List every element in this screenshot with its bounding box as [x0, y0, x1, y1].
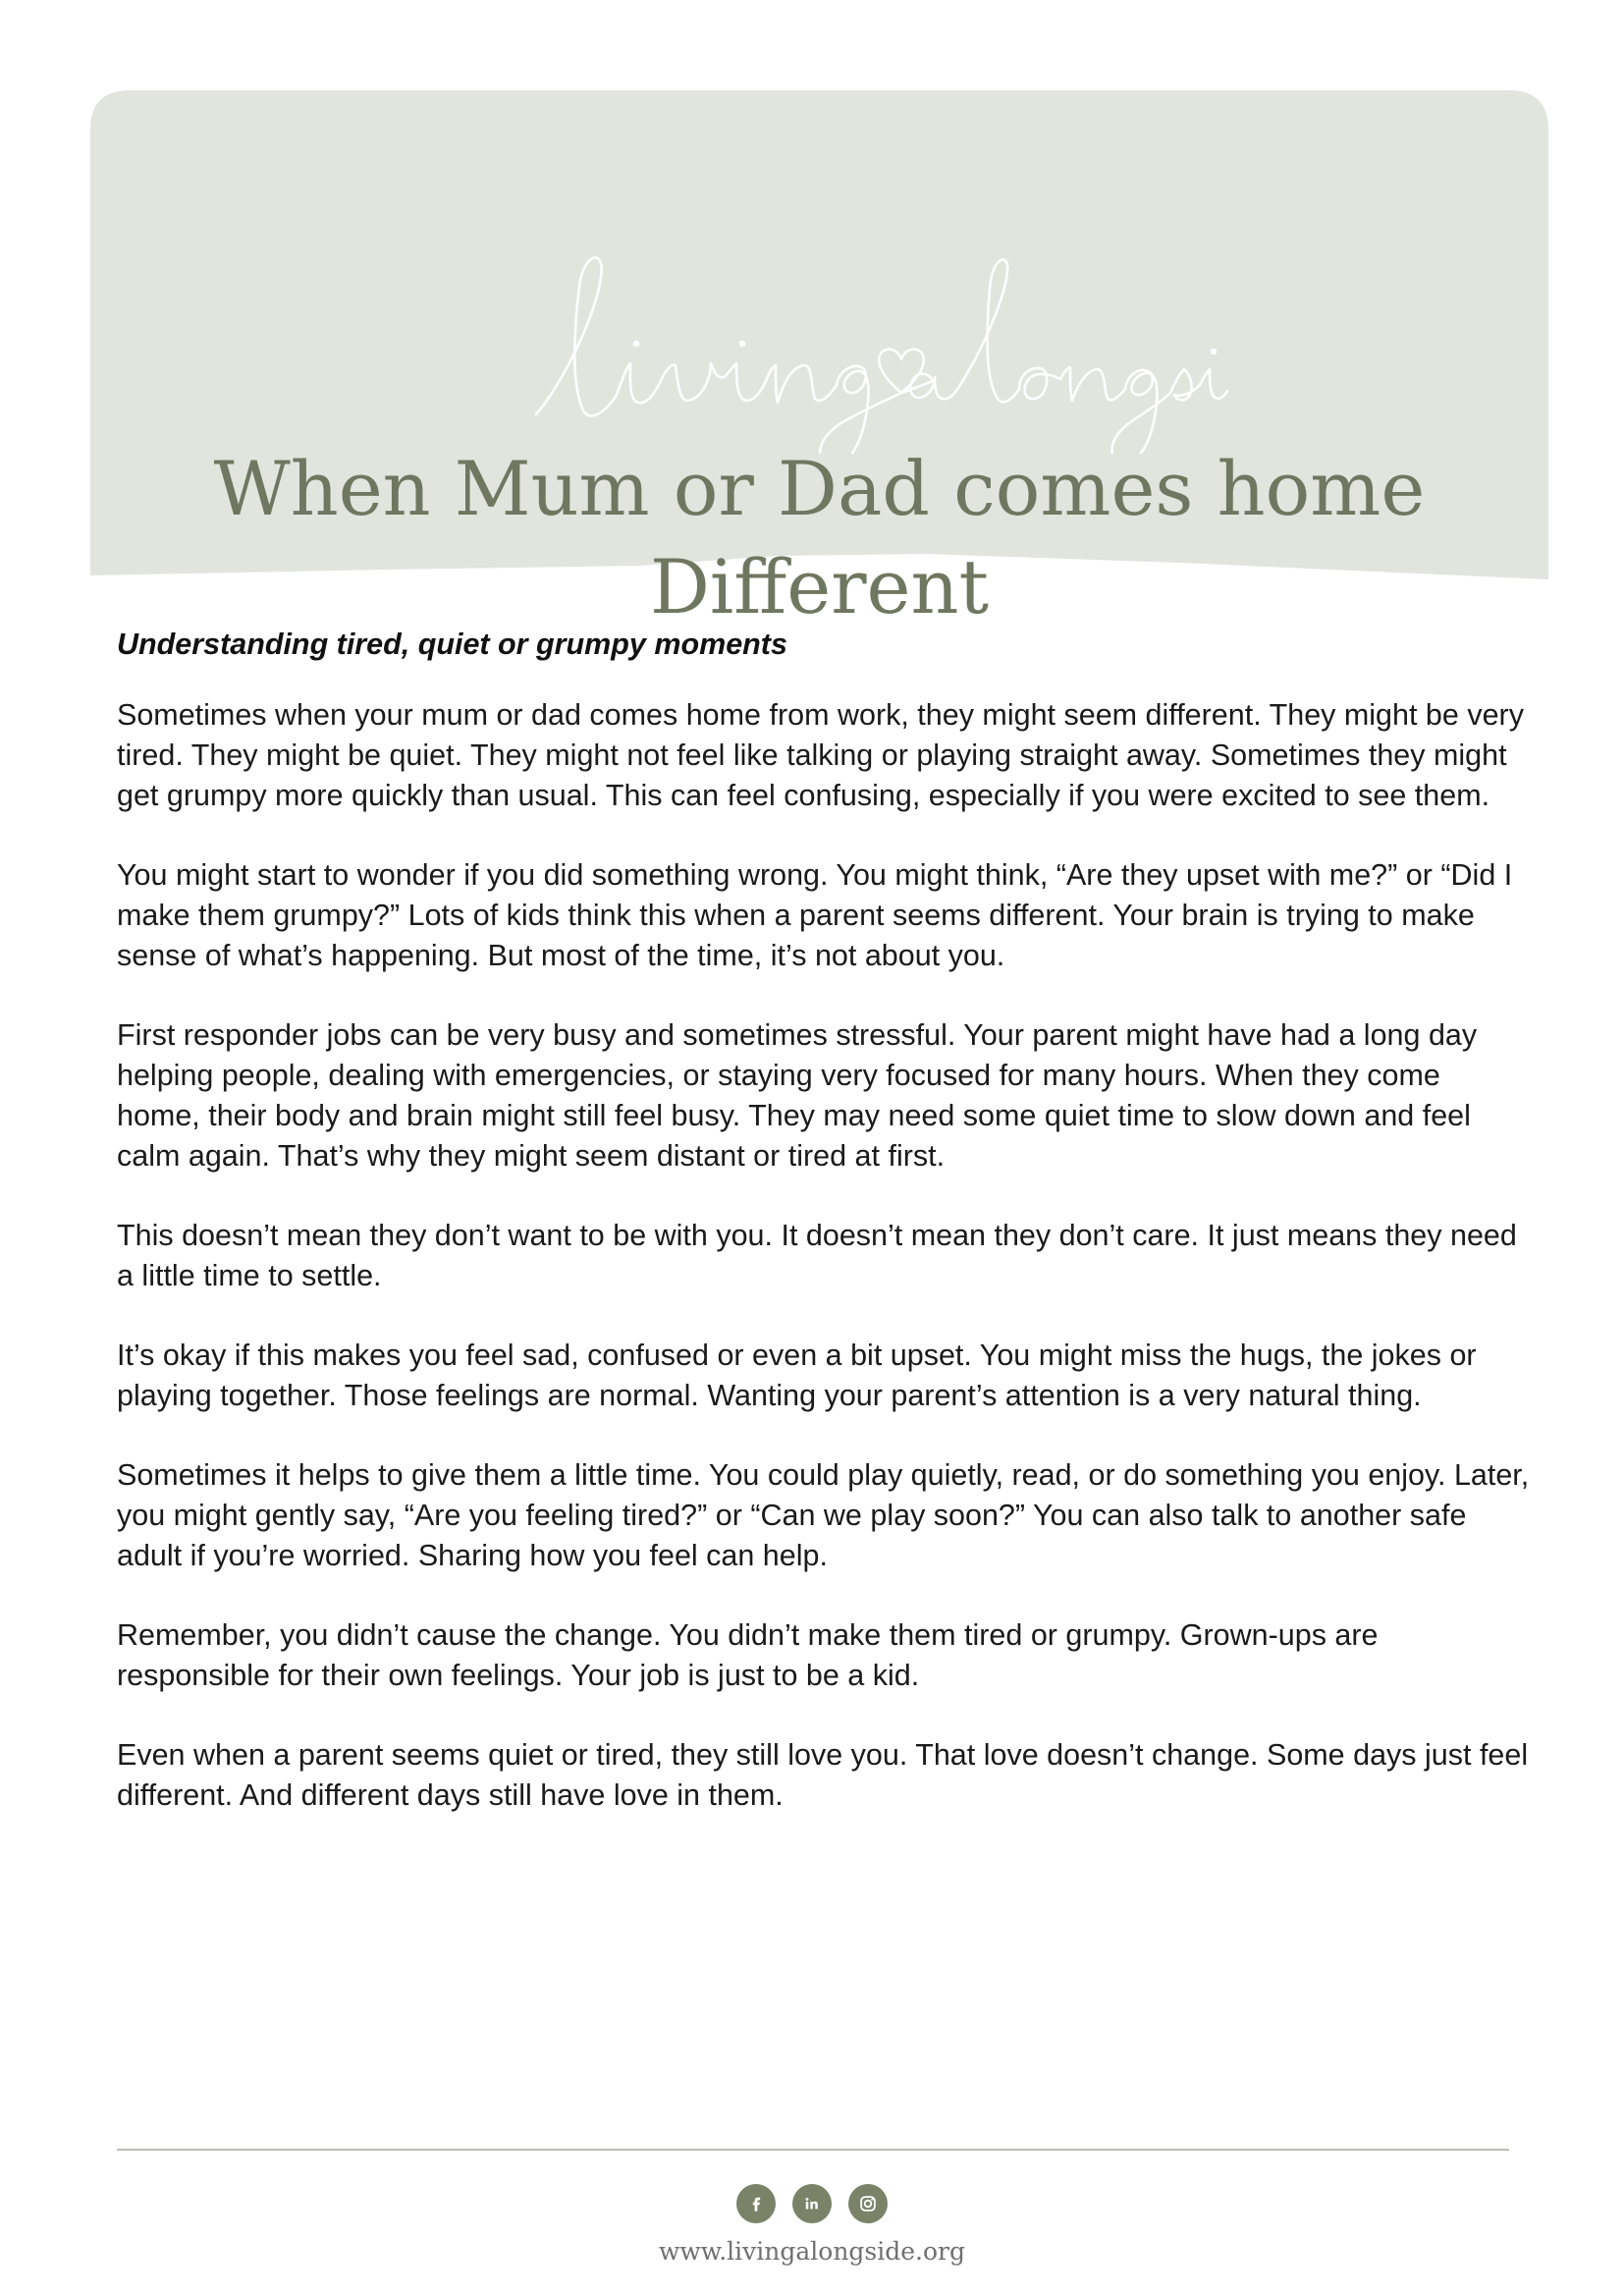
footer-divider [117, 2149, 1509, 2151]
paragraph-1: Sometimes when your mum or dad comes home from work, they might seem different. They might be very tired. They might be quiet. They might not feel like talking or playing straight away. Sometimes they might get grumpy more quickly than usual. This can feel confusing, especially if you were excited to see them. [117, 698, 1524, 812]
paragraph-4: This doesn’t mean they don’t want to be with you. It doesn’t mean they don’t care. It just means they need a little time to settle. [117, 1219, 1517, 1292]
paragraph-7: Remember, you didn’t cause the change. You didn’t make them tired or grumpy. Grown-ups are responsible for their own feelings. Your job is just to be a kid. [117, 1618, 1379, 1692]
social-links [0, 2184, 1624, 2223]
paragraph-6: Sometimes it helps to give them a little time. You could play quietly, read, or do something you enjoy. Later, you might gently say, “Are you feeling tired?” or “Can we play soon?” You can also talk to another safe adult if you’re worried. Sharing how you feel can help. [117, 1458, 1530, 1572]
website-link[interactable]: www.livingalongside.org [658, 2237, 966, 2266]
livingalongside-logo [522, 208, 1229, 454]
paragraph-8: Even when a parent seems quiet or tired, they still love you. That love doesn’t change. Some days just feel different. And different days still have love in them. [117, 1738, 1529, 1812]
article-body [117, 625, 1531, 1855]
logo-script-graphic [522, 208, 1229, 454]
paragraph-2: You might start to wonder if you did something wrong. You might think, “Are they upset with me?” or “Did I make them grumpy?” Lots of kids think this when a parent seems different. Your brain is trying to make sense of what’s happening. But most of the time, it’s not about you. [117, 858, 1513, 972]
paragraph-5: It’s okay if this makes you feel sad, confused or even a bit upset. You might miss the hugs, the jokes or playing together. Those feelings are normal. Wanting your parent’s attention is a very natural thing. [117, 1339, 1477, 1412]
instagram-icon[interactable] [848, 2184, 888, 2223]
linkedin-icon[interactable] [792, 2184, 832, 2223]
paragraph-3: First responder jobs can be very busy and sometimes stressful. Your parent might have had a long day helping people, dealing with emergencies, or staying very focused for many hours. When they come home, their body and brain might still feel busy. They may need some quiet time to slow down and feel calm again. That’s why they might seem distant or tired at first. [117, 1018, 1478, 1173]
page-title: When Mum or Dad comes home Different [213, 445, 1426, 630]
facebook-icon[interactable] [736, 2184, 776, 2223]
article-subtitle: Understanding tired, quiet or grumpy moments [117, 628, 787, 661]
